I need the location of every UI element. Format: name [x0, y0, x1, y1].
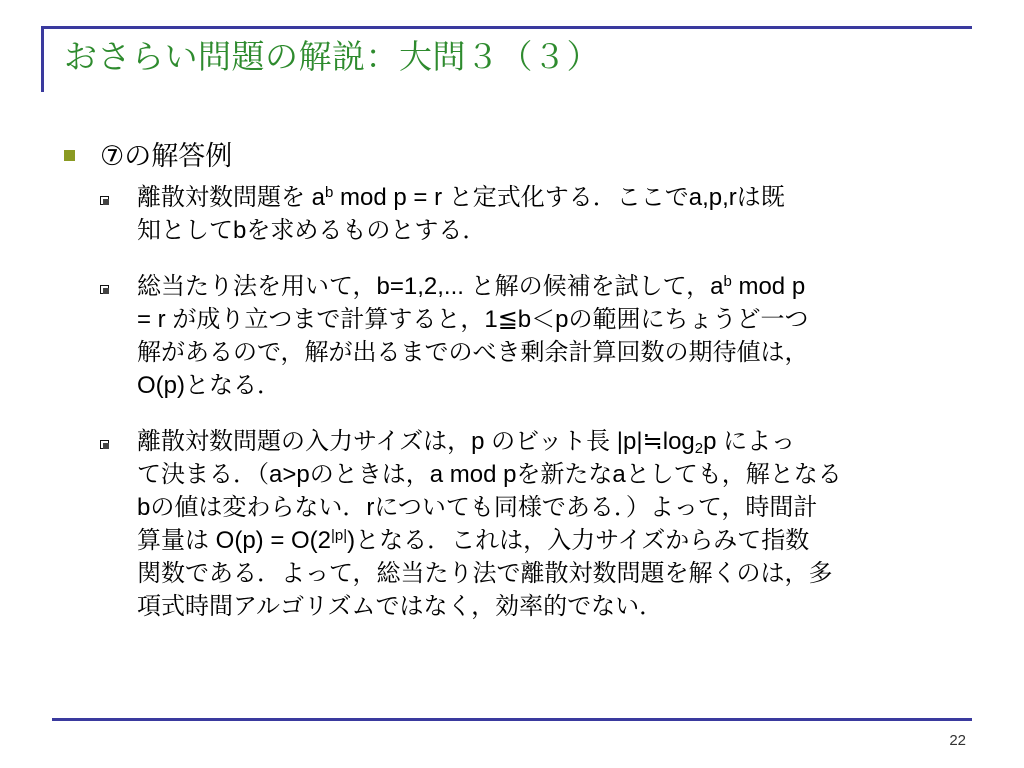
text-line: 解があるので，解が出るまでのべき剰余計算回数の期待値は，: [137, 339, 809, 366]
text-line: [137, 270, 957, 303]
text-line: O(p)となる．: [137, 372, 281, 399]
text-line: 関数である．よって，総当たり法で離散対数問題を解くのは，多: [137, 560, 833, 587]
footer-rule: [52, 718, 972, 721]
text-line: 知としてbを求めるものとする．: [137, 217, 487, 244]
text-run: 算量は O(p) = O(2: [137, 527, 332, 554]
superscript: b: [723, 273, 732, 290]
text-line: [137, 524, 957, 557]
title-top-rule: [41, 26, 972, 29]
text-line: [137, 181, 957, 214]
superscript: b: [325, 184, 334, 201]
text-run: mod p: [731, 273, 806, 300]
checkbox-bullet-icon: [100, 440, 109, 449]
text-line: て決まる．（a>pのときは，a mod pを新たなaとしても，解となる: [137, 461, 842, 488]
checkbox-bullet-icon: [100, 285, 109, 294]
sub-item-text: [137, 425, 957, 623]
square-bullet-icon: [64, 150, 75, 161]
superscript: |p|: [331, 527, 348, 544]
text-line: 項式時間アルゴリズムではなく，効率的でない．: [137, 593, 664, 620]
text-run: p によっ: [703, 428, 796, 455]
title-left-rule: [41, 26, 44, 92]
text-run: 離散対数問題の入力サイズは，p のビット長 |p|≒log: [137, 428, 695, 455]
text-line: [137, 425, 957, 458]
bullet-label: ⑦の解答例: [100, 141, 233, 171]
text-run: )となる．これは，入力サイズからみて指数: [347, 527, 810, 554]
text-line: = r が成り立つまで計算すると，1≦b＜pの範囲にちょうど一つ: [137, 306, 809, 333]
subscript: 2: [694, 440, 704, 457]
sub-item-text: [137, 270, 957, 402]
text-run: mod p = r と定式化する．ここでa,p,rは既: [333, 184, 785, 211]
checkbox-bullet-icon: [100, 196, 109, 205]
slide-title: おさらい問題の解説：大問３（３）: [64, 38, 600, 75]
text-run: 離散対数問題を a: [137, 184, 326, 211]
text-line: bの値は変わらない．rについても同様である．）よって，時間計: [137, 494, 818, 521]
text-run: 総当たり法を用いて，b=1,2,... と解の候補を試して，a: [137, 273, 724, 300]
page-number: 22: [949, 732, 966, 749]
sub-item-text: [137, 181, 957, 247]
